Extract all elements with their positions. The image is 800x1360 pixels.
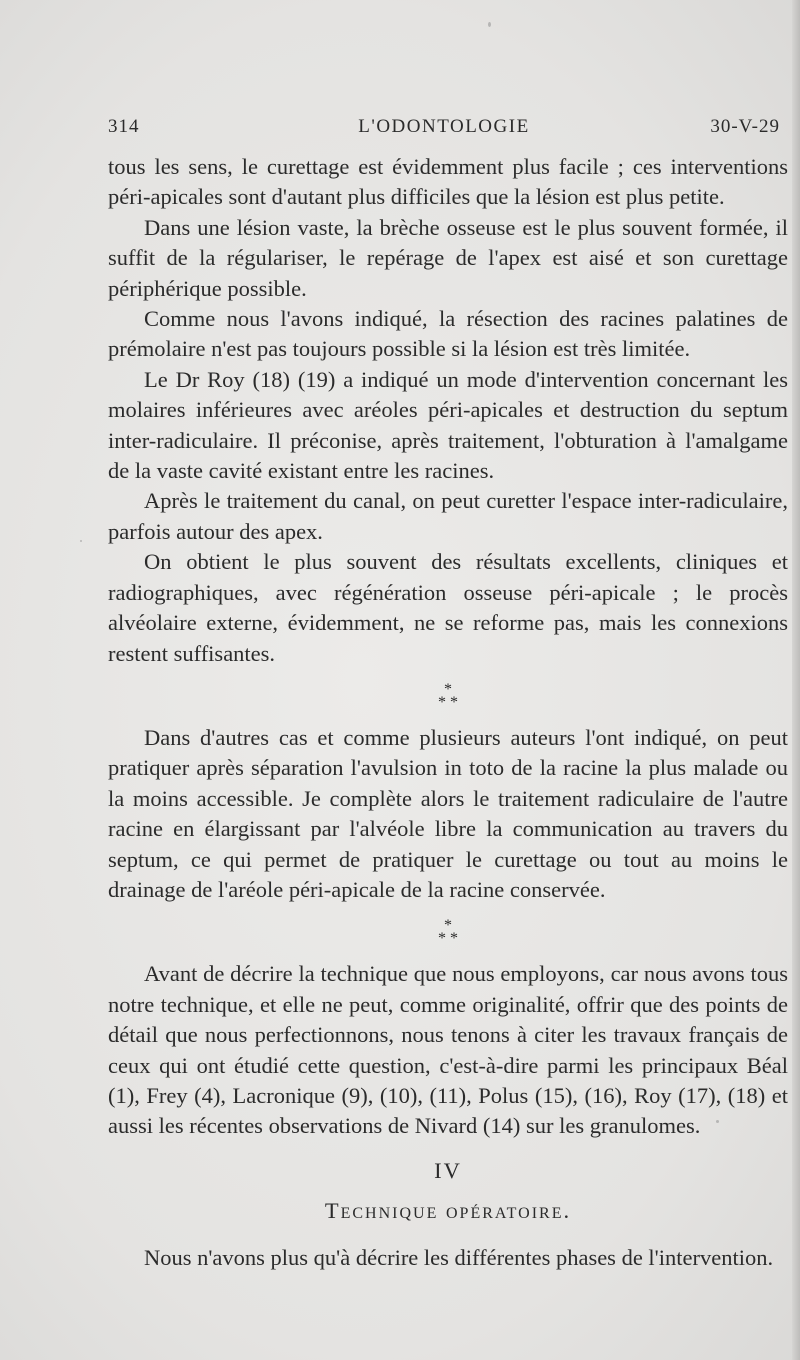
paragraph: Dans une lésion vaste, la brèche osseuse est le plus souvent formée, il suffit de la régulariser, le repérage de l'apex est aisé et son curettage périphérique possible. xyxy=(108,214,788,301)
section-title: Technique opératoire. xyxy=(324,1198,572,1224)
paragraph: Avant de décrire la technique que nous employons, car nous avons tous notre technique, et elle ne peut, comme originalité, offrir que des points de détail que nous perfectionnons, nous tenons à citer les travaux français de ceux qui ont étudié cette question, c'est-à-dire parmi les principaux Béal (1), Frey (4), Lacronique (9), (10), (11), Polus (15), (16), Roy (17), (18) et aussi les récentes observations de Nivard (14) sur les granulomes. xyxy=(108,961,788,1139)
paper-speck xyxy=(488,22,491,27)
paragraph: Après le traitement du canal, on peut curetter l'espace inter-radiculaire, parfois autour des apex. xyxy=(108,488,788,544)
asterism-separator: * * * xyxy=(438,680,458,711)
paragraph: Dans d'autres cas et comme plusieurs auteurs l'ont indiqué, on peut pratiquer après séparation l'avulsion in toto de la racine la plus malade ou la moins accessible. Je complète alors le traitement radiculaire de l'autre racine en élargissant par l'alvéole libre la communication au travers du septum, ce qui permet de pratiquer le curettage ou tout au moins le drainage de l'aréole péri-apicale de la racine conservée. xyxy=(108,724,788,902)
page-number: 314 xyxy=(108,116,140,137)
page-edge-shadow xyxy=(792,0,800,1360)
body-text xyxy=(108,152,788,1273)
paragraph-continued: tous les sens, le curettage est évidemment plus facile ; ces interventions péri-apicales sont d'autant plus difficiles que la lésion est plus petite. xyxy=(108,154,788,210)
paragraph: On obtient le plus souvent des résultats excellents, cliniques et radiographiques, avec régénération osseuse péri-apicale ; le procès alvéolaire externe, évidemment, ne se reforme pas, mais les connexions restent suffisantes. xyxy=(108,549,788,666)
paper-speck xyxy=(80,540,82,542)
paragraph: Nous n'avons plus qu'à décrire les différentes phases de l'intervention. xyxy=(144,1244,774,1270)
issue-date: 30-V-29 xyxy=(710,116,780,137)
running-title: L'ODONTOLOGIE xyxy=(358,116,530,137)
asterism-separator: * * * xyxy=(438,917,458,948)
paper-speck xyxy=(716,1120,719,1123)
paragraph: Le Dr Roy (18) (19) a indiqué un mode d'intervention concernant les molaires inférieures avec aréoles péri-apicales et destruction du septum inter-radiculaire. Il préconise, après traitement, l'obturation à l'amalgame de la vaste cavité existant entre les racines. xyxy=(108,366,788,484)
section-number: IV xyxy=(434,1157,462,1183)
paragraph: Comme nous l'avons indiqué, la résection des racines palatines de prémolaire n'est pas toujours possible si la lésion est très limitée. xyxy=(108,306,788,362)
page-header xyxy=(108,116,780,146)
